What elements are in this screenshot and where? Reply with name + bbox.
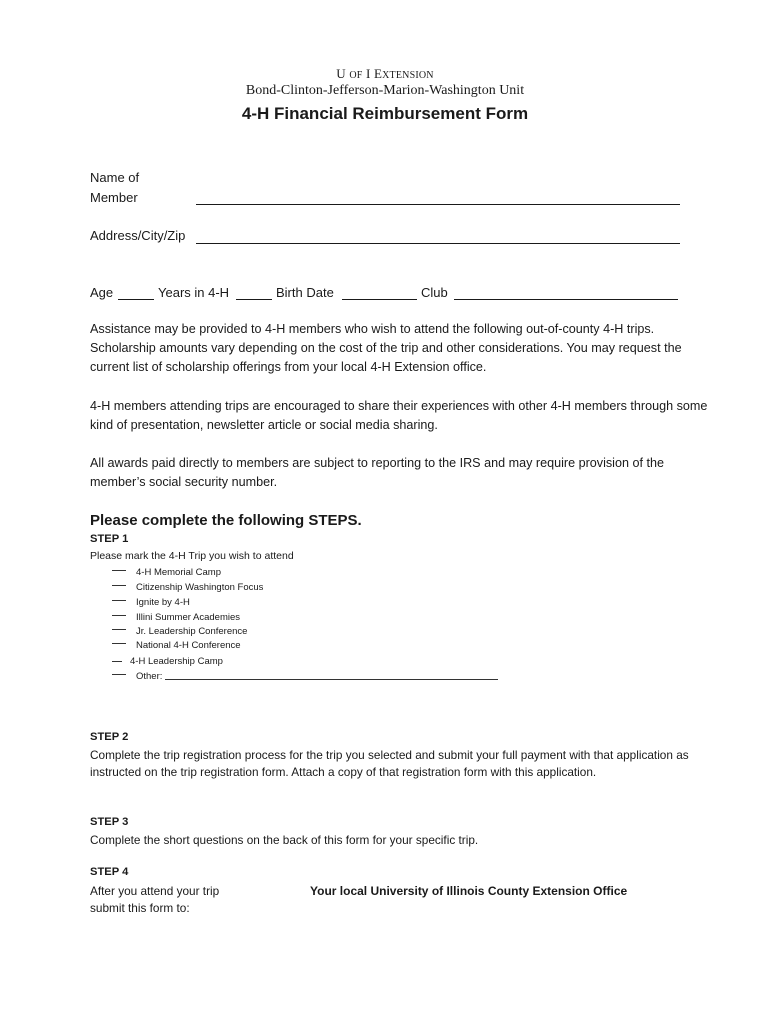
years-field[interactable] bbox=[236, 299, 272, 300]
trip-option[interactable] bbox=[112, 654, 223, 669]
name-field[interactable] bbox=[196, 204, 680, 205]
club-label: Club bbox=[421, 285, 448, 300]
years-label: Years in 4-H bbox=[158, 285, 230, 300]
option-blank[interactable] bbox=[112, 600, 126, 601]
name-label-line2: Member bbox=[90, 190, 138, 205]
option-label: National 4-H Conference bbox=[136, 640, 241, 651]
option-label: Jr. Leadership Conference bbox=[136, 626, 248, 637]
org-letter-i: I bbox=[365, 66, 371, 81]
page-title: 4-H Financial Reimbursement Form bbox=[241, 104, 529, 123]
option-blank[interactable] bbox=[112, 661, 122, 662]
trip-option[interactable] bbox=[112, 669, 498, 684]
option-label: Citizenship Washington Focus bbox=[136, 582, 264, 593]
step3-label: STEP 3 bbox=[90, 816, 129, 828]
name-label-line1: Name of bbox=[90, 170, 140, 185]
age-label: Age bbox=[90, 285, 114, 300]
address-field[interactable] bbox=[196, 243, 680, 244]
birth-date-label: Birth Date bbox=[276, 285, 334, 300]
option-label: Ignite by 4-H bbox=[136, 597, 190, 608]
org-word-xtension: XTENSION bbox=[382, 70, 434, 81]
option-label: 4-H Memorial Camp bbox=[136, 567, 221, 578]
step4-label: STEP 4 bbox=[90, 866, 129, 878]
club-field[interactable] bbox=[454, 299, 678, 300]
option-blank[interactable] bbox=[112, 615, 126, 616]
unit-name: Bond-Clinton-Jefferson-Marion-Washington Unit bbox=[245, 83, 525, 98]
assistance-paragraph: Assistance may be provided to 4-H members who wish to attend the following out-of-county 4-H trips. Scholarship amounts vary depending on the cost of the trip and other considerations. You may request the current list of scholarship offerings from your local 4-H Extension office. bbox=[90, 322, 682, 374]
org-letter-u: U bbox=[336, 66, 346, 81]
step4-text-line2: submit this form to: bbox=[90, 901, 190, 915]
address-label: Address/City/Zip bbox=[90, 228, 186, 243]
option-blank[interactable] bbox=[112, 629, 126, 630]
submit-to-office: Your local University of Illinois County Extension Office bbox=[310, 884, 628, 898]
steps-heading: Please complete the following STEPS. bbox=[90, 512, 362, 529]
step3-text: Complete the short questions on the back of this form for your specific trip. bbox=[90, 833, 479, 847]
option-label: Other: bbox=[136, 671, 163, 682]
other-trip-field[interactable] bbox=[165, 679, 498, 680]
option-blank[interactable] bbox=[112, 585, 126, 586]
org-word-of: OF bbox=[349, 70, 363, 81]
organization-name bbox=[0, 66, 770, 82]
sharing-paragraph: 4-H members attending trips are encouraged to share their experiences with other 4-H members through some kind of presentation, newsletter article or social media sharing. bbox=[90, 399, 708, 432]
step4-text-line1: After you attend your trip bbox=[90, 884, 220, 898]
irs-paragraph: All awards paid directly to members are subject to reporting to the IRS and may require provision of the member’s social security number. bbox=[90, 456, 664, 489]
step1-instructions: Please mark the 4-H Trip you wish to attend bbox=[90, 550, 294, 562]
option-label: Illini Summer Academies bbox=[136, 612, 241, 623]
step2-label: STEP 2 bbox=[90, 731, 129, 743]
age-field[interactable] bbox=[118, 299, 154, 300]
trip-option[interactable] bbox=[112, 624, 247, 639]
option-label: 4-H Leadership Camp bbox=[130, 656, 223, 667]
trip-option[interactable] bbox=[112, 595, 190, 610]
trip-option[interactable] bbox=[112, 565, 221, 580]
birth-date-field[interactable] bbox=[342, 299, 417, 300]
option-blank[interactable] bbox=[112, 674, 126, 675]
trip-option[interactable] bbox=[112, 638, 241, 653]
option-blank[interactable] bbox=[112, 643, 126, 644]
option-blank[interactable] bbox=[112, 570, 126, 571]
step2-text: Complete the trip registration process for the trip you selected and submit your full payment with that application as instructed on the trip registration form. Attach a copy of that registration form with this application. bbox=[90, 748, 689, 779]
step1-label: STEP 1 bbox=[90, 533, 129, 545]
trip-option[interactable] bbox=[112, 580, 263, 595]
org-letter-e: E bbox=[373, 66, 383, 81]
trip-option[interactable] bbox=[112, 610, 240, 625]
